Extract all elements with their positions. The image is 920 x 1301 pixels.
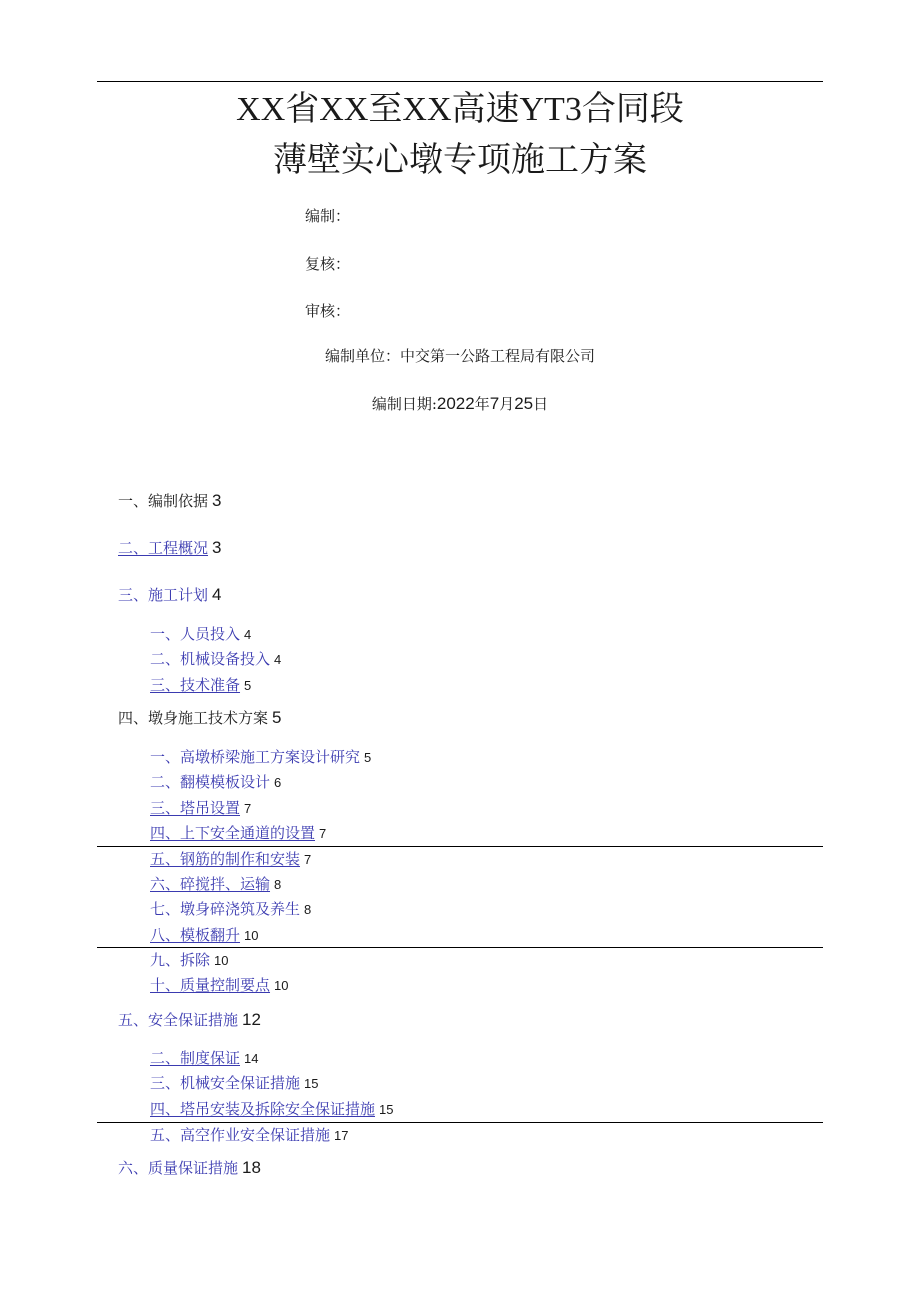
section-rule [97,1122,823,1123]
toc-entry[interactable] [118,1158,261,1178]
toc-entry[interactable] [150,823,326,844]
toc-entry[interactable] [118,1010,261,1030]
toc-entry-page: 5 [244,678,252,693]
toc-entry-page: 4 [212,585,222,604]
toc-entry-page: 15 [304,1076,319,1091]
toc-entry-label: 七、墩身碎浇筑及养生 [150,900,301,918]
section-rule [97,947,823,948]
top-rule [97,81,823,82]
toc-entry-label: 二、工程概况 [118,539,209,557]
toc-entry-page: 18 [242,1158,261,1177]
toc-entry[interactable] [150,849,311,870]
toc-entry[interactable] [118,585,221,605]
toc-entry[interactable] [150,1048,258,1069]
toc-entry-label: 六、碎搅拌、运输 [150,875,271,893]
toc-entry-label: 一、人员投入 [150,625,241,643]
section-rule [97,846,823,847]
toc-entry[interactable] [150,899,311,920]
toc-entry-page: 5 [272,708,282,727]
toc-entry-label: 二、翻模模板设计 [150,773,271,791]
toc-entry[interactable] [150,975,288,996]
compiling-unit-label: 编制单位： [324,347,400,365]
toc-entry-label: 九、拆除 [150,951,211,969]
toc-entry[interactable] [118,538,221,558]
toc-entry[interactable] [118,708,281,728]
toc-entry[interactable] [150,772,281,793]
toc-entry-label: 二、机械设备投入 [150,650,271,668]
toc-entry[interactable] [150,747,371,768]
toc-entry-label: 五、安全保证措施 [118,1011,239,1029]
toc-entry-label: 四、上下安全通道的设置 [150,824,316,842]
toc-entry-page: 7 [244,801,252,816]
toc-entry-label: 二、制度保证 [150,1049,241,1067]
toc-entry-label: 四、塔吊安装及拆除安全保证措施 [150,1100,376,1118]
compile-date [0,394,920,414]
toc-entry-page: 3 [212,538,222,557]
date-month: 7 [489,394,500,413]
date-year-suffix: 年 [474,395,490,413]
toc-entry-page: 8 [274,877,282,892]
toc-entry[interactable] [118,491,221,511]
compiled-by-label: 编制： [305,207,351,225]
date-day-suffix: 日 [533,395,549,413]
toc-entry-page: 7 [304,852,312,867]
toc-entry-page: 4 [274,652,282,667]
date-month-suffix: 月 [499,395,515,413]
date-year: 2022 [436,394,475,413]
toc-entry-page: 10 [214,953,229,968]
toc-entry[interactable] [150,925,258,946]
toc-entry-label: 三、机械安全保证措施 [150,1074,301,1092]
toc-entry-page: 12 [242,1010,261,1029]
compile-date-label: 编制日期: [371,395,437,413]
toc-entry[interactable] [150,1125,348,1146]
toc-entry-page: 4 [244,627,252,642]
toc-entry-label: 三、施工计划 [118,586,209,604]
reviewed-by-label: 复核： [305,255,351,273]
toc-entry-page: 14 [244,1051,259,1066]
toc-entry-label: 三、塔吊设置 [150,799,241,817]
toc-entry-label: 五、高空作业安全保证措施 [150,1126,331,1144]
toc-entry-label: 十、质量控制要点 [150,976,271,994]
compiling-unit-value: 中交第一公路工程局有限公司 [400,347,596,365]
toc-entry-page: 5 [364,750,372,765]
toc-entry-label: 五、钢筋的制作和安装 [150,850,301,868]
toc-entry[interactable] [150,950,228,971]
toc-entry-page: 7 [319,826,327,841]
toc-entry-page: 8 [304,902,312,917]
toc-entry-label: 六、质量保证措施 [118,1159,239,1177]
toc-entry[interactable] [150,798,251,819]
document-subtitle: 薄壁实心墩专项施工方案 [273,140,647,180]
toc-entry[interactable] [150,649,281,670]
toc-entry[interactable] [150,874,281,895]
toc-entry[interactable] [150,624,251,645]
toc-entry-page: 17 [334,1128,349,1143]
toc-entry-label: 八、模板翻升 [150,926,241,944]
toc-entry-page: 10 [274,978,289,993]
toc-entry-page: 6 [274,775,282,790]
toc-entry[interactable] [150,1099,393,1120]
approved-by-label: 审核： [305,302,351,320]
toc-entry[interactable] [150,1073,318,1094]
toc-entry-page: 15 [379,1102,394,1117]
toc-entry-label: 四、墩身施工技术方案 [118,709,269,727]
date-day: 25 [514,394,534,413]
toc-entry-label: 一、高墩桥梁施工方案设计研究 [150,748,361,766]
compiling-unit [0,346,920,366]
toc-entry-page: 3 [212,491,222,510]
toc-entry-page: 10 [244,928,259,943]
toc-entry-label: 三、技术准备 [150,676,241,694]
toc-entry-label: 一、编制依据 [118,492,209,510]
document-title: XX省XX至XX高速YT3合同段 [236,91,684,128]
toc-entry[interactable] [150,675,251,696]
